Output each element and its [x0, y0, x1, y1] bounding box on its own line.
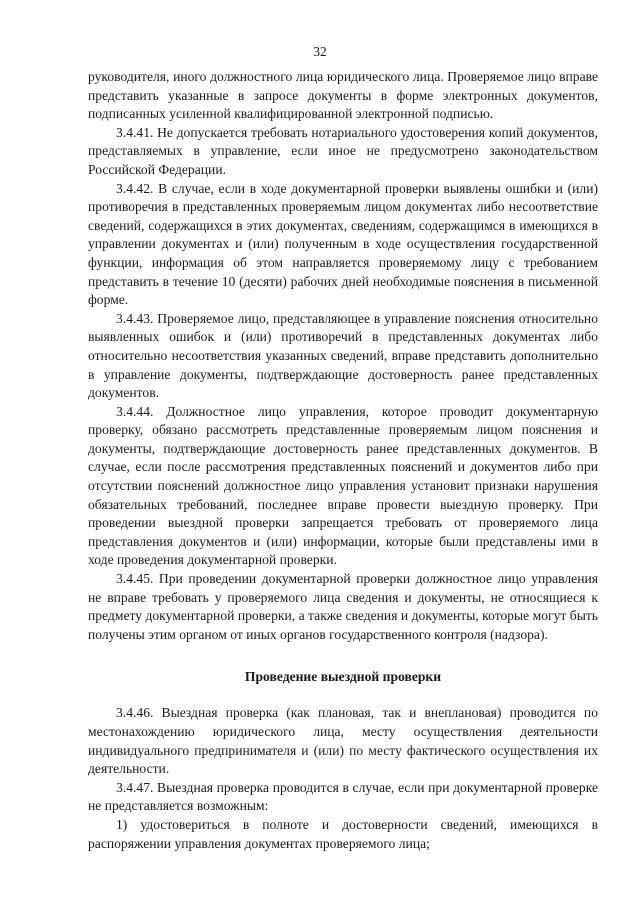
paragraph-3-4-42: 3.4.42. В случае, если в ходе документарной проверки выявлены ошибки и (или) противоречия в представленных проверяемым лицом документах либо несоответствие сведений, содержащихся в этих документах, сведениям, содержащимся в имеющихся в управлении документах и (или) полученным в ходе осуществления государственной функции, информация об этом направляется проверяемому лицу с требованием представить в течение 10 (десяти) рабочих дней необходимые пояснения в письменной форме. — [88, 180, 598, 308]
paragraph-continuation: руководителя, иного должностного лица юридического лица. Проверяемое лицо вправе представить указанные в запросе документы в форме электронных документов, подписанных усиленной квалифицированной электронной подписью. — [88, 69, 598, 122]
paragraph-3-4-44: 3.4.44. Должностное лицо управления, которое проводит документарную проверку, обязано рассмотреть представленные проверяемым лицом пояснения и документы, подтверждающие достоверность ранее представленных документов. В случае, если после рассмотрения представленных пояснений и документов либо при отсутствии пояснений должностное лицо управления установит признаки нарушения обязательных требований, последнее вправе провести выездную проверку. При проведении выездной проверки запрещается требовать от проверяемого лица представления документов и (или) информации, которые были представлены ими в ходе проведения документарной проверки. — [88, 403, 598, 568]
paragraph-3-4-47: 3.4.47. Выездная проверка проводится в случае, если при документарной проверке не представляется возможным: — [88, 779, 598, 814]
section-heading: Проведение выездной проверки — [244, 669, 442, 685]
paragraph-3-4-45: 3.4.45. При проведении документарной проверки должностное лицо управления не вправе требовать у проверяемого лица сведения и документы, не относящиеся к предмету документарной проверки, а также сведения и документы, которые могут быть получены этим органом от иных органов государственного контроля (надзора). — [88, 571, 598, 642]
paragraph-3-4-43: 3.4.43. Проверяемое лицо, представляющее в управление пояснения относительно выявленных ошибок и (или) противоречий в представленных документах либо относительно несоответствия указанных сведений, вправе представить дополнительно в управление документы, подтверждающие достоверность ранее представленных документов. — [88, 310, 598, 401]
paragraph-item-1: 1) удостовериться в полноте и достоверности сведений, имеющихся в распоряжении управления документах проверяемого лица; — [88, 816, 598, 851]
paragraph-3-4-41: 3.4.41. Не допускается требовать нотариального удостоверения копий документов, представляемых в управление, если иное не предусмотрено законодательством Российской Федерации. — [88, 124, 598, 177]
page-number: 32 — [313, 44, 327, 59]
paragraph-3-4-46: 3.4.46. Выездная проверка (как плановая, так и внеплановая) проводится по местонахождению юридического лица, месту осуществления деятельности индивидуального предпринимателя и (или) по месту фактического осуществления их деятельности. — [88, 705, 598, 777]
